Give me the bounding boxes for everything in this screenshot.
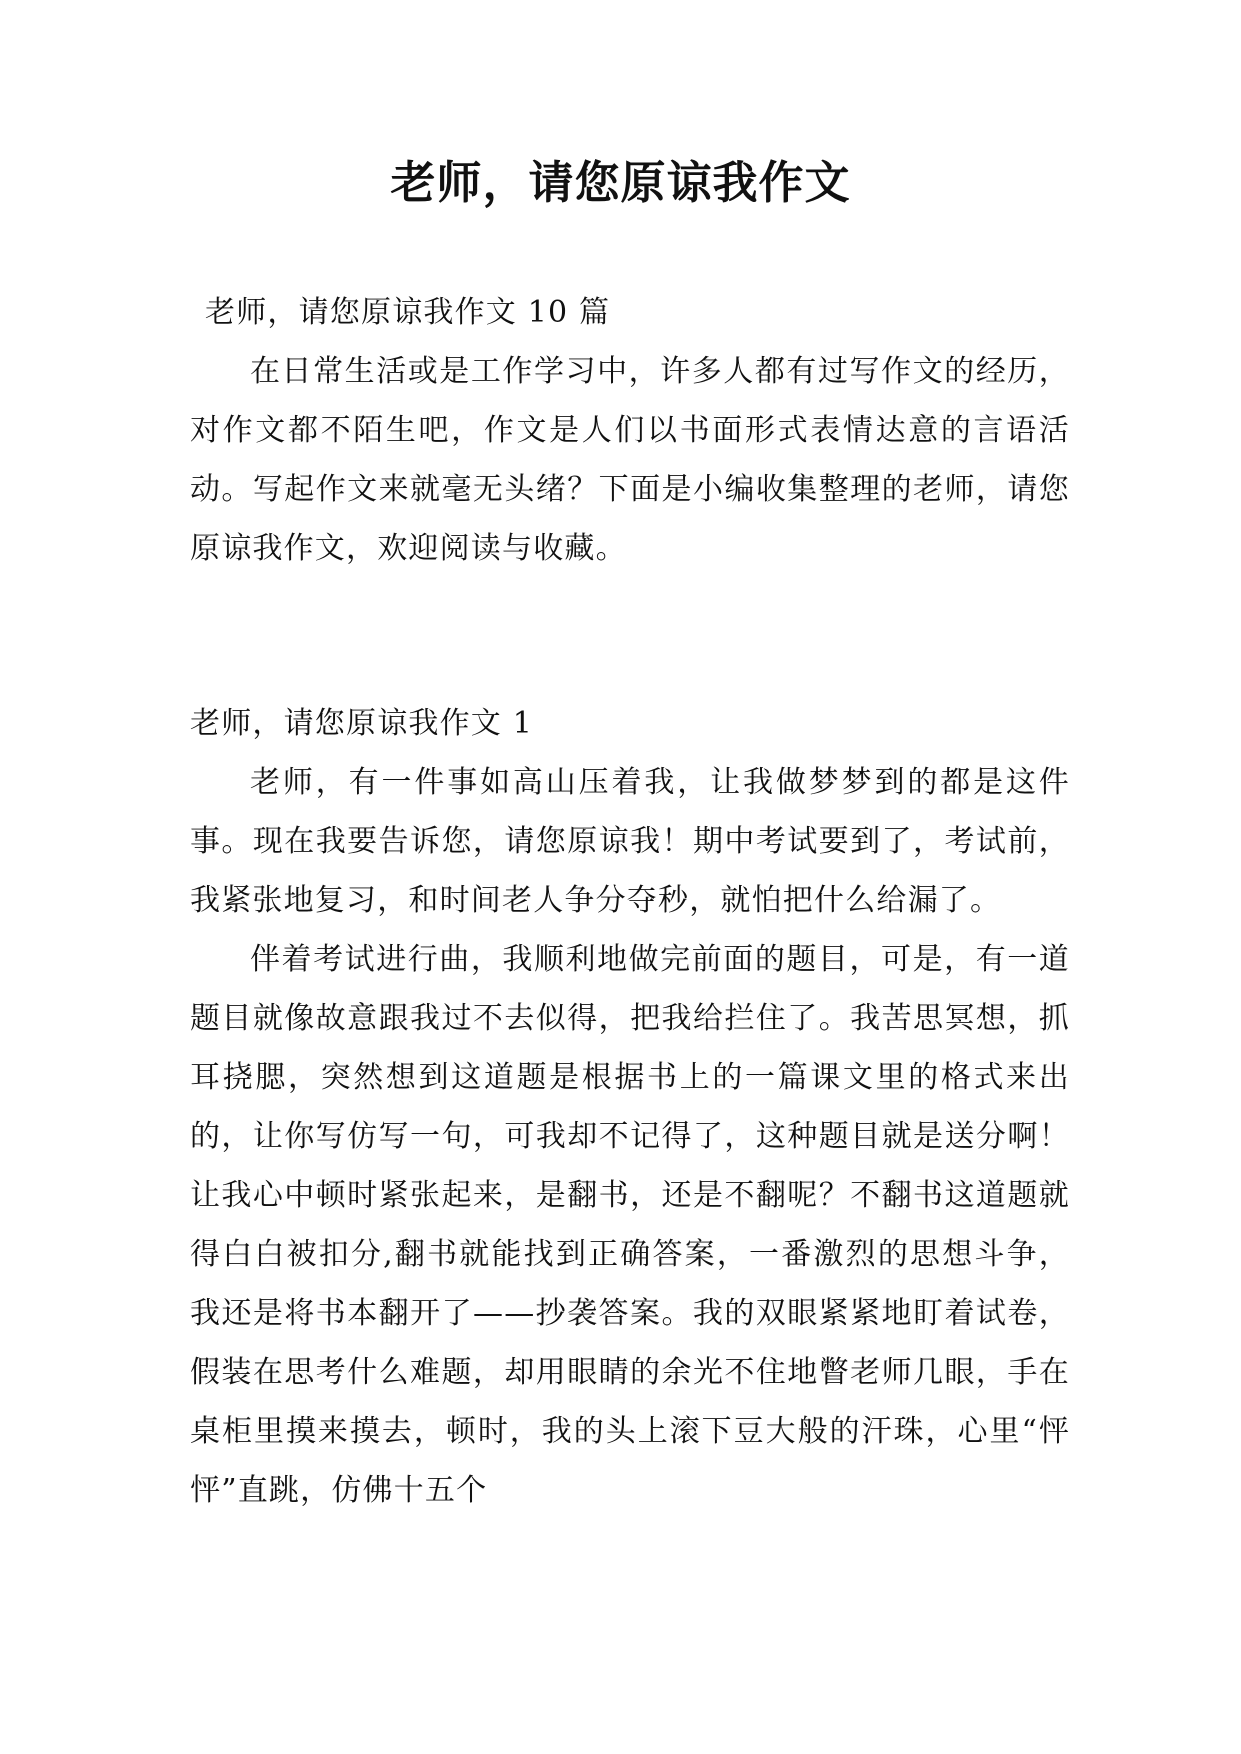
section-1-header <box>190 694 1070 753</box>
document-title: 老师，请您原谅我作文 <box>390 156 851 209</box>
intro-paragraph: 在日常生活或是工作学习中，许多人都有过写作文的经历，对作文都不陌生吧，作文是人们以书面形式表情达意的言语活动。写起作文来就毫无头绪？下面是小编收集整理的老师，请您原谅我作文，欢迎阅读与收藏。 <box>190 354 1070 566</box>
section-1-heading: 老师，请您原谅我作文 1 <box>190 706 534 741</box>
section-1-body <box>190 753 1070 1520</box>
intro-section <box>190 342 1070 578</box>
section-1-paragraph-2: 伴着考试进行曲，我顺利地做完前面的题目，可是，有一道题目就像故意跟我过不去似得，把我给拦住了。我苦思冥想，抓耳挠腮，突然想到这道题是根据书上的一篇课文里的格式来出的，让你写仿写一句，可我却不记得了，这种题目就是送分啊！让我心中顿时紧张起来，是翻书，还是不翻呢？不翻书这道题就得白白被扣分,翻书就能找到正确答案，一番激烈的思想斗争，我还是将书本翻开了——抄袭答案。我的双眼紧紧地盯着试卷，假装在思考什么难题，却用眼睛的余光不住地瞥老师几眼，手在桌柜里摸来摸去，顿时，我的头上滚下豆大般的汗珠，心里“怦怦”直跳，仿佛十五个 <box>190 942 1070 1508</box>
section-1-paragraph-1: 老师，有一件事如高山压着我，让我做梦梦到的都是这件事。现在我要告诉您，请您原谅我！期中考试要到了，考试前，我紧张地复习，和时间老人争分夺秒，就怕把什么给漏了。 <box>190 765 1070 918</box>
document-subtitle: 老师，请您原谅我作文 10 篇 <box>205 295 611 330</box>
